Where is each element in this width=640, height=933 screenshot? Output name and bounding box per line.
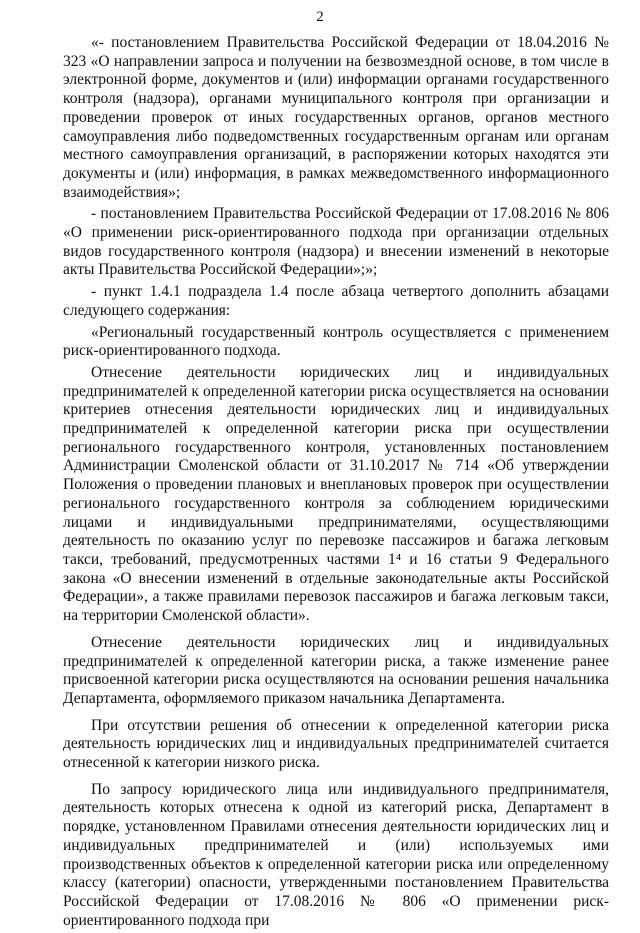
paragraph-decree-323: «- постановлением Правительства Российской Федерации от 18.04.2016 № 323 «О направлении запроса и получении на безвозмездной основе, в том числе в электронной форме, документов и (или) информации органами государственного контроля (надзора), органами муниципального контроля при организации и проведении проверок от иных государственных органов, органов местного самоуправления либо подведомственных государственным органам или органам местного самоуправления организаций, в распоряжении которых находятся эти документы и (или) информация, в рамках межведомственного информационного взаимодействия»; — [63, 34, 609, 201]
paragraph-category-change: Отнесение деятельности юридических лиц и индивидуальных предпринимателей к определенной категории риска, а также изменение ранее присвоенной категории риска осуществляются на основании решения начальника Департамента, оформляемого приказом начальника Департамента. — [63, 633, 609, 707]
paragraph-decree-806: - постановлением Правительства Российской Федерации от 17.08.2016 № 806 «О применении риск-ориентированного подхода при организации отдельных видов государственного контроля (надзора) и внесении изменений в некоторые акты Правительства Российской Федерации»;»; — [63, 205, 609, 279]
document-body — [63, 34, 609, 933]
page-number: 2 — [316, 9, 324, 25]
paragraph-risk-approach: «Региональный государственный контроль осуществляется с применением риск-ориентированного подхода. — [63, 323, 609, 360]
paragraph-request-procedure: По запросу юридического лица или индивидуального предпринимателя, деятельность которых отнесена к одной из категорий риска, Департамент в порядке, установленном Правилами отнесения деятельности юридических лиц и индивидуальных предпринимателей и (или) используемых ими производственных объектов к определенной категории риска или определенному классу (категории) опасности, утвержденными постановлением Правительства Российской Федерации от 17.08.2016 № 806 «О применении риск-ориентированного подхода при — [63, 780, 609, 929]
paragraph-risk-categorization: Отнесение деятельности юридических лиц и индивидуальных предпринимателей к определенной категории риска осуществляется на основании критериев отнесения деятельности юридических лиц и индивидуальных предпринимателей к определенной категории риска при осуществлении регионального государственного контроля, установленных постановлением Администрации Смоленской области от 31.10.2017 № 714 «Об утверждении Положения о проведении плановых и внеплановых проверок при осуществлении регионального государственного контроля за соблюдением юридическими лицами и индивидуальными предпринимателями, осуществляющими деятельность по оказанию услуг по перевозке пассажиров и багажа легковым такси, требований, предусмотренных частями 1⁴ и 16 статьи 9 Федерального закона «О внесении изменений в отдельные законодательные акты Российской Федерации», а также правилами перевозок пассажиров и багажа легковым такси, на территории Смоленской области». — [63, 363, 609, 625]
paragraph-clause-1-4-1: - пункт 1.4.1 подраздела 1.4 после абзаца четвертого дополнить абзацами следующего содержания: — [63, 283, 609, 319]
paragraph-low-risk-default: При отсутствии решения об отнесении к определенной категории риска деятельность юридических лиц и индивидуальных предпринимателей считается отнесенной к категории низкого риска. — [63, 716, 609, 772]
